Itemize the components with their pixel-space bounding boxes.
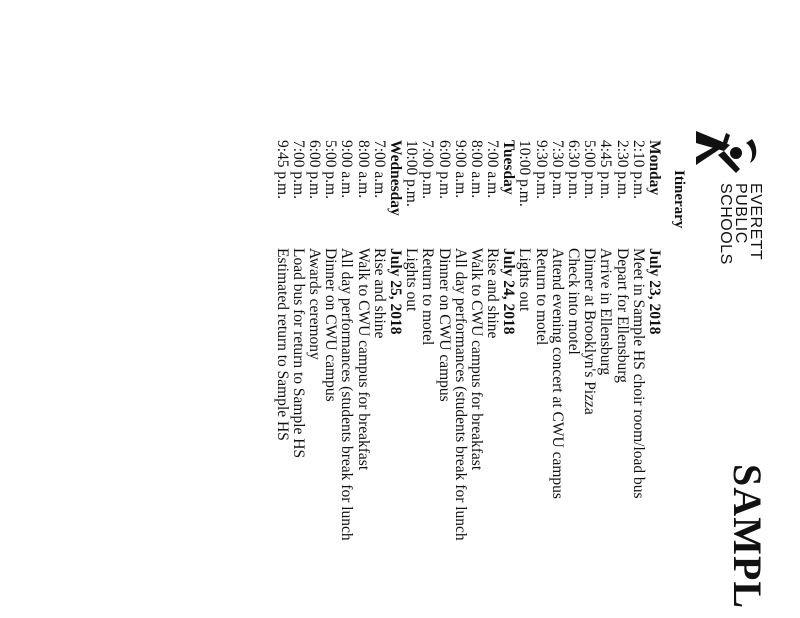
day-heading-row	[500, 140, 516, 541]
schedule-time: 7:00 a.m.	[484, 140, 502, 199]
schedule-row	[274, 140, 290, 541]
schedule-time: 9:30 p.m.	[532, 140, 550, 199]
schedule-row	[468, 140, 484, 541]
schedule-time: 5:00 p.m.	[581, 140, 599, 199]
schedule-time: 7:00 a.m.	[370, 140, 388, 199]
day-name: Tuesday	[500, 140, 518, 195]
schedule-row	[613, 140, 629, 541]
schedule-row	[452, 140, 468, 541]
schedule-time: 9:00 a.m.	[338, 140, 356, 199]
day-name: Monday	[646, 140, 663, 196]
schedule-activity: All day performances (students break for lunch	[338, 248, 356, 541]
schedule-time: 2:30 p.m.	[613, 140, 631, 199]
schedule-time: 2:10 p.m.	[629, 140, 647, 199]
schedule-time: 4:45 p.m.	[597, 140, 615, 199]
schedule-activity: Rise and shine	[370, 248, 388, 339]
schedule-row	[306, 140, 322, 541]
schedule-row	[419, 140, 435, 541]
logo-line-everett: EVERETT	[747, 183, 764, 261]
schedule-time: 7:30 p.m.	[548, 140, 566, 199]
schedule-activity: Estimated return to Sample HS	[273, 248, 291, 441]
schedule-activity: Dinner on CWU campus	[322, 248, 340, 402]
schedule-time: 10:00 p.m.	[403, 140, 421, 207]
day-heading-row	[387, 140, 403, 541]
schedule-time: 7:00 p.m.	[419, 140, 437, 199]
schedule-row	[435, 140, 451, 541]
schedule-time: 6:00 p.m.	[306, 140, 324, 199]
day-date: July 23, 2018	[646, 248, 663, 335]
schedule-activity: Lights out	[516, 248, 534, 312]
schedule-time: 8:00 a.m.	[467, 140, 485, 199]
schedule-row	[484, 140, 500, 541]
schedule-activity: Check into motel	[565, 248, 583, 355]
day-heading-row	[646, 140, 662, 541]
schedule-row	[533, 140, 549, 541]
schedule-activity: Rise and shine	[484, 248, 502, 339]
itinerary-schedule	[274, 140, 663, 541]
schedule-row	[322, 140, 338, 541]
flame-figure-icon	[694, 125, 760, 181]
schedule-row	[403, 140, 419, 541]
schedule-activity: Dinner on CWU campus	[435, 248, 453, 402]
schedule-row	[371, 140, 387, 541]
day-date: July 24, 2018	[500, 248, 518, 335]
schedule-row	[338, 140, 354, 541]
schedule-time: 5:00 p.m.	[322, 140, 340, 199]
logo-line-schools: SCHOOLS	[717, 183, 734, 265]
schedule-row	[290, 140, 306, 541]
schedule-time: 9:00 a.m.	[451, 140, 469, 199]
schedule-time: 6:00 p.m.	[435, 140, 453, 199]
schedule-activity: Walk to CWU campus for breakfast	[354, 248, 372, 471]
schedule-row	[516, 140, 532, 541]
schedule-activity: Awards ceremony	[306, 248, 324, 360]
schedule-activity: Arrive in Ellensburg	[597, 248, 615, 376]
schedule-time: 10:00 p.m.	[516, 140, 534, 207]
schedule-row	[549, 140, 565, 541]
logo-line-public: PUBLIC	[732, 183, 749, 244]
schedule-row	[565, 140, 581, 541]
schedule-activity: Lights out	[403, 248, 421, 312]
schedule-time: 6:30 p.m.	[565, 140, 583, 199]
school-name	[718, 183, 763, 265]
schedule-activity: Return to motel	[532, 248, 550, 346]
schedule-activity: Load bus for return to Sample HS	[289, 248, 307, 459]
day-date: July 25, 2018	[387, 248, 404, 335]
page-title: Itinerary	[671, 170, 687, 229]
schedule-time: 9:45 p.m.	[273, 140, 291, 199]
day-name: Wednesday	[387, 140, 404, 216]
schedule-row	[581, 140, 597, 541]
schedule-time: 7:00 p.m.	[289, 140, 307, 199]
school-logo	[688, 125, 764, 295]
schedule-activity: Walk to CWU campus for breakfast	[467, 248, 485, 471]
schedule-activity: All day performances (students break for lunch	[451, 248, 469, 541]
sample-watermark: SAMPL	[725, 464, 770, 609]
schedule-activity: Attend evening concert at CWU campus	[548, 248, 566, 499]
schedule-activity: Meet in Sample HS choir room/load bus	[629, 248, 647, 499]
schedule-row	[597, 140, 613, 541]
schedule-activity: Return to motel	[419, 248, 437, 346]
schedule-activity: Depart for Ellensburg	[613, 248, 631, 383]
schedule-row	[354, 140, 370, 541]
schedule-row	[630, 140, 646, 541]
schedule-time: 8:00 a.m.	[354, 140, 372, 199]
schedule-activity: Dinner at Brooklyn's Pizza	[581, 248, 599, 415]
